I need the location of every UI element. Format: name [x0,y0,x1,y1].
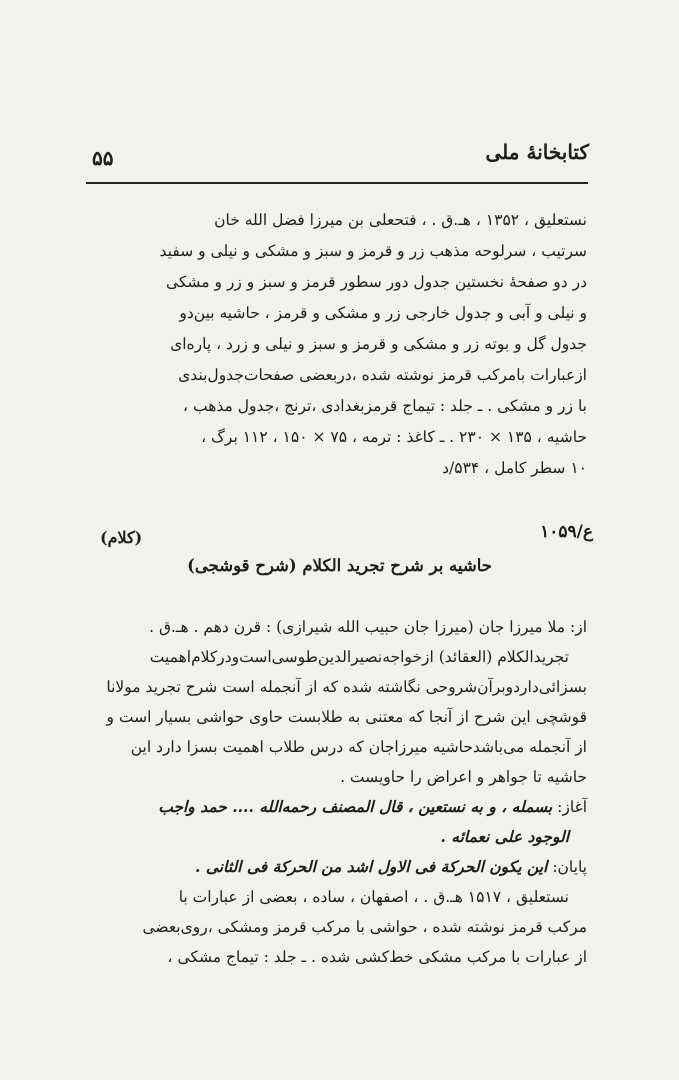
text-line: قوشچی این شرح از آنجا که معتنی به طلابست حاوی حواشی بسیار است و [106,708,587,726]
entry-number: ۱۰۵۹/ع [540,522,593,542]
text-line: حاشیه تا جواهر و اعراض را حاویست . [340,768,587,786]
text-line: با زر و مشکی . ـ جلد : تیماج قرمزبغدادی ،ترنج ،جدول مذهب ، [183,397,587,415]
text-line: جدول گل و بوته زر و مشکی و قرمز و سبز و نیلی و زرد ، پاره‌ای [170,335,587,353]
text-line: حاشیه ، ۱۳۵ × ۲۳۰ . ـ کاغذ : ترمه ، ۷۵ × ۱۵۰ ، ۱۱۲ برگ ، [201,428,587,446]
entry-description [87,612,587,972]
text-line: بسزائی‌داردوبرآن‌شروحی نگاشته شده که از آنجمله است شرح تجرید مولانا [106,678,587,696]
entry-category: (کلام) [100,528,143,547]
explicit-text: این یکون الحرکة فی الاول اشد من الحرکة فی الثانی . [195,857,548,876]
incipit-text: بسمله ، و به نستعین ، قال المصنف رحمه‌الله .... حمد واجب [158,797,553,816]
text-line: نستعلیق ، ۱۵۱۷ هـ.ق . ، اصفهان ، ساده ، بعضی از عبارات با [178,888,569,906]
explicit-label: پایان: [552,858,587,876]
entry-previous-description [89,205,587,484]
text-line: از آنجمله می‌باشدحاشیه میرزاجان که درس طلاب اهمیت بسزا دارد این [130,738,587,756]
incipit-continuation: الوجود علی نعمائه . [440,827,569,846]
entry-title: حاشیه بر شرح تجرید الکلام (شرح قوشجی) [187,556,492,575]
text-line: سرتیب ، سرلوحه مذهب زر و قرمز و سبز و مشکی و نیلی و سفید [159,242,587,260]
text-line: تجریدالکلام (العقائد) ازخواجه‌نصیرالدین‌طوسی‌است‌ودرکلام‌اهمیت [149,648,569,666]
text-line: ۱۰ سطر کامل ، ۵۳۴/د [442,459,587,477]
explicit-line [87,852,587,882]
incipit-line [87,792,587,822]
page-number: ۵۵ [92,146,114,170]
text-line: و نیلی و آبی و جدول خارجی زر و مشکی و قرمز ، حاشیه بین‌دو [179,304,587,322]
running-header-title: کتابخانهٔ ملی [485,140,589,164]
incipit-label: آغاز: [557,798,587,816]
text-line: در دو صفحهٔ نخستین جدول دور سطور قرمز و سبز و زر و مشکی [165,273,587,291]
text-line: از عبارات با مرکب مشکی خط‌کشی شده . ـ جلد : تیماج مشکی ، [167,948,587,966]
text-line: مرکب قرمز نوشته شده ، حواشی با مرکب قرمز ومشکی ،روی‌بعضی [142,918,587,936]
header-divider [86,182,588,184]
author-line: از: ملا میرزا جان (میرزا جان حبیب الله شیرازی) : قرن دهم . هـ.ق . [149,618,587,636]
text-line: ازعبارات بامرکب قرمز نوشته شده ،دربعضی صفحات‌جدول‌بندی [178,366,587,384]
text-line: نستعلیق ، ۱۳۵۲ ، هـ.ق . ، فتحعلی بن میرزا فضل الله خان [214,211,587,229]
